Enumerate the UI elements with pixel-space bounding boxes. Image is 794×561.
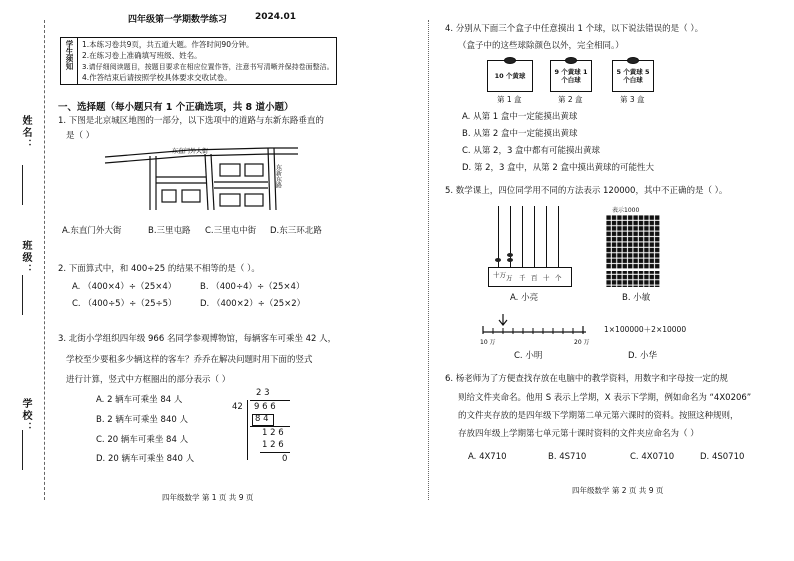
q4-box-2-caption: 第 2 盒 [558,95,583,104]
notice-line-2: 2.在练习卷上准确填写班级、姓名。 [82,51,202,60]
q4-box-3: 5 个黄球 5 个白球 [612,60,654,92]
q1-stem-2: 是（ ） [66,131,95,141]
division-divisor: 42 [232,402,243,412]
q3-option-a[interactable]: A. 2 辆车可乘坐 84 人 [96,395,183,405]
binding-line [44,20,45,500]
q1-map-side-road: 东新东路 [274,164,282,188]
q2-stem: 2. 下面算式中，和 400÷25 的结果不相等的是（ ）。 [58,264,260,274]
q6-line-1: 6. 杨老师为了方便查找存放在电脑中的教学资料，用数字和字母按一定的规 [445,374,728,384]
q3-option-b[interactable]: B. 2 辆车可乘坐 840 人 [96,415,188,425]
number-line-right: 20 万 [574,339,590,346]
notice-label: 学生须知 [65,40,74,70]
q6-option-a[interactable]: A. 4X710 [468,452,507,462]
page-divider [428,20,429,500]
notice-box [60,37,337,85]
abacus-label-6: 个 [555,274,562,282]
q2-option-b[interactable]: B. （400÷4）÷（25×4） [200,282,305,292]
q4-option-b[interactable]: B. 从第 2 盒中一定能摸出黄球 [462,129,578,139]
q2-option-c[interactable]: C. （400÷5）÷（25÷5） [72,299,177,309]
division-remainder: 0 [282,454,288,464]
q2-option-a[interactable]: A. （400×4）÷（25×4） [72,282,177,292]
q3-stem-3: 进行计算，竖式中方框圈出的部分表示（ ） [66,375,231,385]
abacus-bead [507,253,513,257]
division-line-3: 1 2 6 [262,440,284,450]
section1-title: 一、选择题（每小题只有 1 个正确选项，共 8 道小题） [58,102,294,113]
q5-expression: 1×100000＋2×10000 [604,325,687,334]
q6-option-b[interactable]: B. 4S710 [548,452,587,462]
q1-option-b[interactable]: B.三里屯路 [148,226,191,236]
notice-line-3: 3.请仔细阅读题目，按题目要求在相应位置作答，注意书写清晰并保持卷面整洁。 [82,63,334,71]
number-line-left: 10 万 [480,339,496,346]
q5-stem: 5. 数学课上，四位同学用不同的方法表示 120000，其中不正确的是（ ）。 [445,186,728,196]
division-boxed-part: 8 4 [252,414,274,426]
box-opening-icon [565,57,577,64]
q1-option-a[interactable]: A.东直门外大街 [62,226,122,236]
arrow-down-icon [499,314,507,325]
q4-box-2: 9 个黄球 1 个白球 [550,60,592,92]
exam-date: 2024.01 [255,12,296,22]
q4-option-c[interactable]: C. 从第 2，3 盒中都有可能摸出黄球 [462,146,601,156]
q1-option-d[interactable]: D.东三环北路 [270,226,322,236]
abacus-label-3: 千 [519,274,526,282]
class-line [22,275,23,315]
q3-stem-1: 3. 北街小学组织四年级 966 名同学参观博物馆，每辆客车可乘坐 42 人， [58,334,337,344]
q6-line-2: 则给文件夹命名。他用 S 表示上学期，X 表示下学期，例如命名为 “4X0206” [458,393,752,403]
name-label: 姓名： [20,115,31,151]
q1-map [100,142,300,212]
q2-option-d[interactable]: D. （400×2）÷（25×2） [200,299,306,309]
division-dividend: 9 6 6 [254,402,276,412]
q3-option-d[interactable]: D. 20 辆车可乘坐 840 人 [96,454,195,464]
abacus-label-4: 百 [531,274,538,282]
q4-note: （盒子中的这些球除颜色以外，完全相同。） [458,41,624,51]
q4-option-a[interactable]: A. 从第 1 盒中一定能摸出黄球 [462,112,578,122]
footer-right: 四年级数学 第 2 页 共 9 页 [572,486,664,495]
q5-name-b: B. 小敏 [622,293,651,303]
q1-map-top-street: 东直门外大街 [172,148,209,155]
abacus-bead [495,258,501,262]
division-quotient: 2 3 [256,388,270,398]
abacus-label-5: 十 [543,274,550,282]
box-opening-icon [627,57,639,64]
q4-box-1: 10 个黄球 [487,60,533,92]
class-label: 班级： [20,240,31,276]
abacus-bead [507,258,513,262]
footer-left: 四年级数学 第 1 页 共 9 页 [162,493,254,502]
q3-option-c[interactable]: C. 20 辆车可乘坐 84 人 [96,435,189,445]
q4-stem: 4. 分别从下面三个盒子中任意摸出 1 个球，以下说法错误的是（ ）。 [445,24,704,34]
q4-option-d[interactable]: D. 第 2，3 盒中，从第 2 盒中摸出黄球的可能性大 [462,163,654,173]
school-label: 学校： [20,398,31,434]
school-line [22,430,23,470]
q5-name-a: A. 小亮 [510,293,539,303]
abacus-label-2: 万 [506,274,513,282]
q1-stem-1: 1. 下图是北京城区地图的一部分，以下选项中的道路与东新东路垂直的 [58,116,324,126]
q1-option-c[interactable]: C.三里屯中街 [205,226,257,236]
q3-long-division [232,388,302,470]
box-opening-icon [504,57,516,64]
q3-stem-2: 学校至少要租多少辆这样的客车？乔乔在解决问题时用下面的竖式 [66,355,313,365]
q5-name-c: C. 小明 [514,351,543,361]
exam-title: 四年级第一学期数学练习 [128,15,228,25]
q5-grid [606,215,670,289]
notice-line-1: 1.本练习卷共9页，共五道大题。作答时间90分钟。 [82,40,254,49]
q6-line-3: 的文件夹存放的是四年级下学期第二单元第六课时的资料。按照这种规则， [458,411,739,421]
q5-grid-label: 表示1000 [612,207,640,214]
name-line [22,165,23,205]
q4-box-3-caption: 第 3 盒 [620,95,645,104]
q5-name-d: D. 小华 [628,351,657,361]
abacus-label-1: 十万 [493,271,506,279]
q5-number-line [480,312,590,348]
q6-option-d[interactable]: D. 4S0710 [700,452,745,462]
q4-box-1-caption: 第 1 盒 [497,95,522,104]
q6-line-4: 存放四年级上学期第七单元第十课时资料的文件夹应命名为（ ） [458,429,699,439]
q6-option-c[interactable]: C. 4X0710 [630,452,675,462]
division-line-2: 1 2 6 [262,428,284,438]
q5-abacus [486,206,576,288]
notice-line-4: 4.作答结束后请按照学校具体要求交收试卷。 [82,73,232,82]
